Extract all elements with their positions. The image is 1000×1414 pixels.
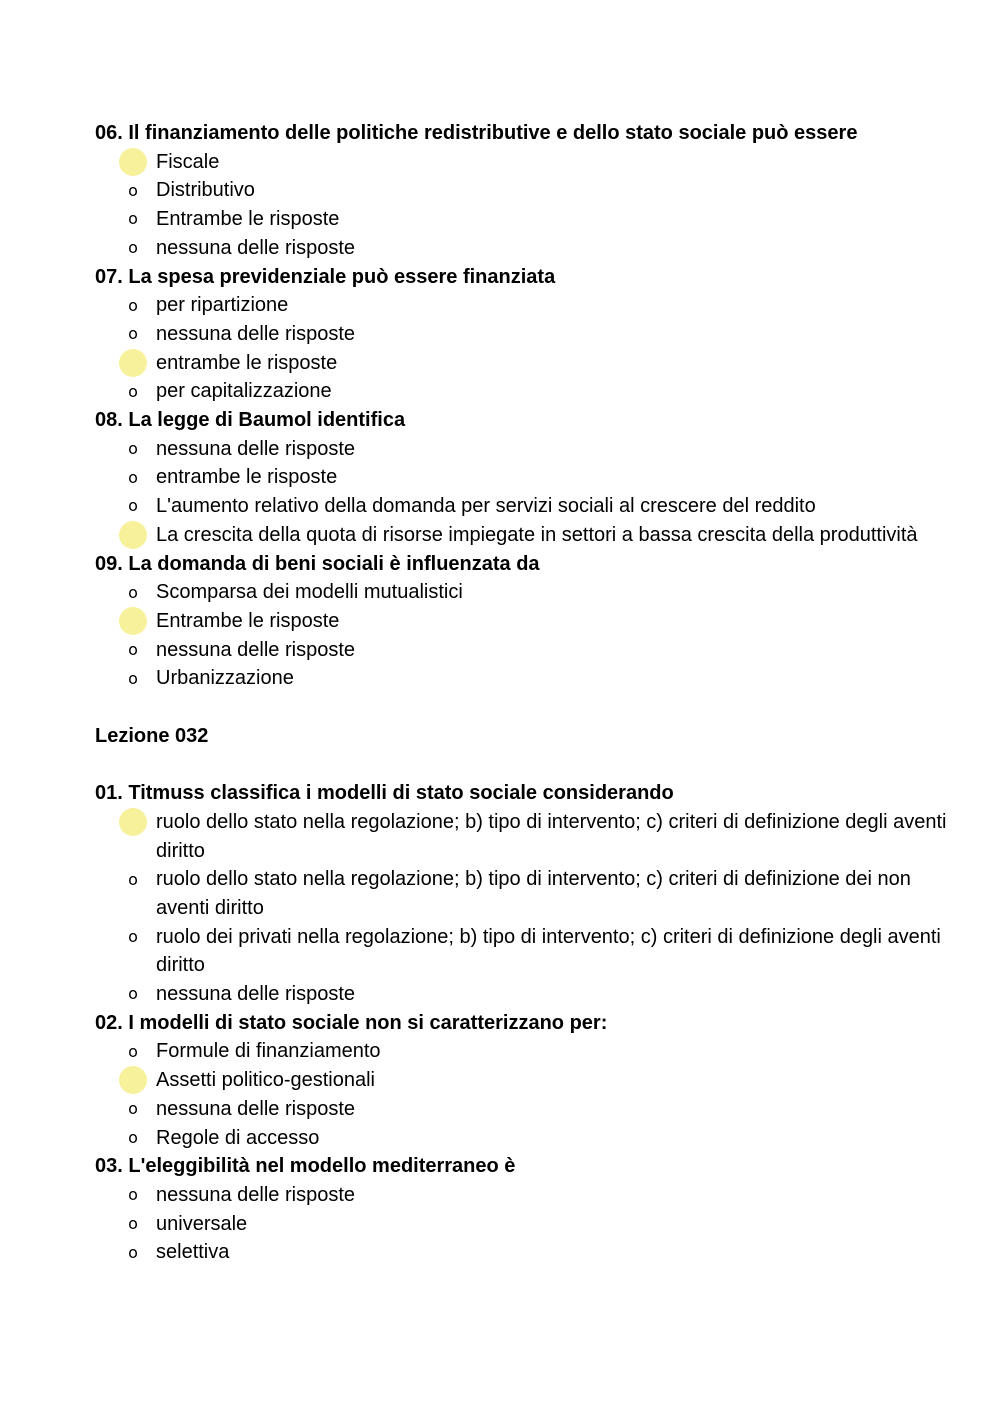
bullet-glyph: o xyxy=(128,1041,138,1061)
bullet-glyph: o xyxy=(128,1242,138,1262)
bullet-glyph: o xyxy=(128,668,138,688)
question-text: 07. La spesa previdenziale può essere finanziata xyxy=(95,265,556,288)
option xyxy=(95,291,955,320)
option xyxy=(95,234,955,263)
option-selected xyxy=(95,349,955,378)
bullet-glyph: o xyxy=(128,238,138,258)
question-text: 08. La legge di Baumol identifica xyxy=(95,409,406,432)
option-text: ruolo dello stato nella regolazione; b) tipo di intervento; c) criteri di definizione dei non aventi diritto xyxy=(156,868,911,919)
option xyxy=(95,664,955,693)
bullet-icon xyxy=(126,923,140,952)
option-selected xyxy=(95,1066,955,1095)
option-text: Fiscale xyxy=(156,150,220,173)
option-text: ruolo dei privati nella regolazione; b) tipo di intervento; c) criteri di definizione degli aventi diritto xyxy=(156,925,941,977)
option xyxy=(95,1095,955,1124)
highlight-dot-icon xyxy=(126,1066,140,1095)
option-text: selettiva xyxy=(156,1241,230,1264)
options-list xyxy=(95,808,955,1009)
option-text: Entrambe le risposte xyxy=(156,208,340,231)
options-list xyxy=(95,148,955,263)
highlight-circle xyxy=(119,1066,147,1094)
option-selected xyxy=(95,521,955,550)
option-text: nessuna delle risposte xyxy=(156,236,356,259)
option-text: nessuna delle risposte xyxy=(156,983,356,1006)
bullet-icon xyxy=(126,578,140,607)
bullet-glyph: o xyxy=(128,582,138,602)
option-text: Formule di finanziamento xyxy=(156,1040,381,1063)
option xyxy=(95,1124,955,1153)
highlight-dot-icon xyxy=(126,148,140,177)
bullet-icon xyxy=(126,320,140,349)
bullet-icon xyxy=(126,492,140,521)
option xyxy=(95,1238,955,1267)
bullet-glyph: o xyxy=(128,496,138,516)
option xyxy=(95,980,955,1009)
option xyxy=(95,435,955,464)
highlight-circle xyxy=(119,349,147,377)
bullet-glyph: o xyxy=(128,927,138,946)
option-text: per capitalizzazione xyxy=(156,380,332,403)
bullet-glyph: o xyxy=(128,1214,138,1234)
bullet-icon xyxy=(126,1095,140,1124)
option-text: nessuna delle risposte xyxy=(156,638,356,661)
highlight-circle xyxy=(119,808,147,836)
option-selected xyxy=(95,607,955,636)
bullet-icon xyxy=(126,1238,140,1267)
option xyxy=(95,923,955,980)
highlight-dot-icon xyxy=(126,607,140,636)
bullet-glyph: o xyxy=(128,180,138,200)
option-text: nessuna delle risposte xyxy=(156,1183,356,1206)
question-text: 09. La domanda di beni sociali è influenzata da xyxy=(95,552,540,575)
option xyxy=(95,865,955,922)
option-text: universale xyxy=(156,1212,248,1235)
document-page xyxy=(95,119,955,1267)
highlight-circle xyxy=(119,607,147,635)
highlight-circle xyxy=(119,521,147,549)
option-text: La crescita della quota di risorse impiegate in settori a bassa crescita della produttività xyxy=(156,523,918,546)
bullet-glyph: o xyxy=(128,324,138,344)
bullet-icon xyxy=(126,865,140,894)
option-selected xyxy=(95,148,955,177)
highlight-circle xyxy=(119,148,147,176)
options-list xyxy=(95,1037,955,1152)
bullet-glyph: o xyxy=(128,381,138,401)
option-text: Regole di accesso xyxy=(156,1126,320,1149)
option xyxy=(95,320,955,349)
option-selected xyxy=(95,808,955,865)
bullet-icon xyxy=(126,291,140,320)
option-text: Entrambe le risposte xyxy=(156,609,340,632)
lesson-title: Lezione 032 xyxy=(95,724,209,747)
bullet-icon xyxy=(126,435,140,464)
bullet-icon xyxy=(126,377,140,406)
bullet-icon xyxy=(126,980,140,1009)
bullet-glyph: o xyxy=(128,869,138,889)
bullet-icon xyxy=(126,1124,140,1153)
bullet-icon xyxy=(126,1181,140,1210)
highlight-dot-icon xyxy=(126,521,140,550)
option-text: nessuna delle risposte xyxy=(156,322,356,345)
bullet-glyph: o xyxy=(128,439,138,459)
option-text: nessuna delle risposte xyxy=(156,437,356,460)
bullet-icon xyxy=(126,205,140,234)
bullet-icon xyxy=(126,664,140,693)
bullet-glyph: o xyxy=(128,1127,138,1147)
option-text: entrambe le risposte xyxy=(156,466,338,489)
option xyxy=(95,176,955,205)
option-text: entrambe le risposte xyxy=(156,351,338,374)
option-text: nessuna delle risposte xyxy=(156,1097,356,1120)
option xyxy=(95,578,955,607)
options-list xyxy=(95,578,955,693)
bullet-glyph: o xyxy=(128,984,138,1004)
option xyxy=(95,1181,955,1210)
option xyxy=(95,463,955,492)
highlight-dot-icon xyxy=(126,349,140,378)
option xyxy=(95,377,955,406)
options-list xyxy=(95,291,955,406)
option-text: ruolo dello stato nella regolazione; b) tipo di intervento; c) criteri di definizione degli aventi diritto xyxy=(156,810,947,862)
bullet-icon xyxy=(126,636,140,665)
option xyxy=(95,636,955,665)
bullet-glyph: o xyxy=(128,1185,138,1205)
bullet-glyph: o xyxy=(128,1099,138,1119)
options-list xyxy=(95,435,955,550)
option-text: Assetti politico-gestionali xyxy=(156,1069,375,1092)
question-text: 02. I modelli di stato sociale non si caratterizzano per: xyxy=(95,1011,608,1034)
bullet-glyph: o xyxy=(128,295,138,315)
bullet-icon xyxy=(126,234,140,263)
option-text: per ripartizione xyxy=(156,294,289,317)
bullet-icon xyxy=(126,176,140,205)
bullet-glyph: o xyxy=(128,209,138,229)
bullet-glyph: o xyxy=(128,467,138,487)
option-text: Urbanizzazione xyxy=(156,667,294,690)
option-text: Scomparsa dei modelli mutualistici xyxy=(156,581,463,604)
question-text: 06. Il finanziamento delle politiche redistributive e dello stato sociale può essere xyxy=(95,122,858,144)
option xyxy=(95,492,955,521)
option-text: L'aumento relativo della domanda per servizi sociali al crescere del reddito xyxy=(156,495,816,518)
option xyxy=(95,205,955,234)
option xyxy=(95,1210,955,1239)
option xyxy=(95,1037,955,1066)
option-text: Distributivo xyxy=(156,179,255,202)
question-text: 01. Titmuss classifica i modelli di stato sociale considerando xyxy=(95,782,674,805)
bullet-icon xyxy=(126,1037,140,1066)
bullet-glyph: o xyxy=(128,640,138,659)
options-list xyxy=(95,1181,955,1267)
bullet-icon xyxy=(126,1210,140,1239)
question-text: 03. L'eleggibilità nel modello mediterraneo è xyxy=(95,1155,516,1178)
highlight-dot-icon xyxy=(126,808,140,837)
bullet-icon xyxy=(126,463,140,492)
